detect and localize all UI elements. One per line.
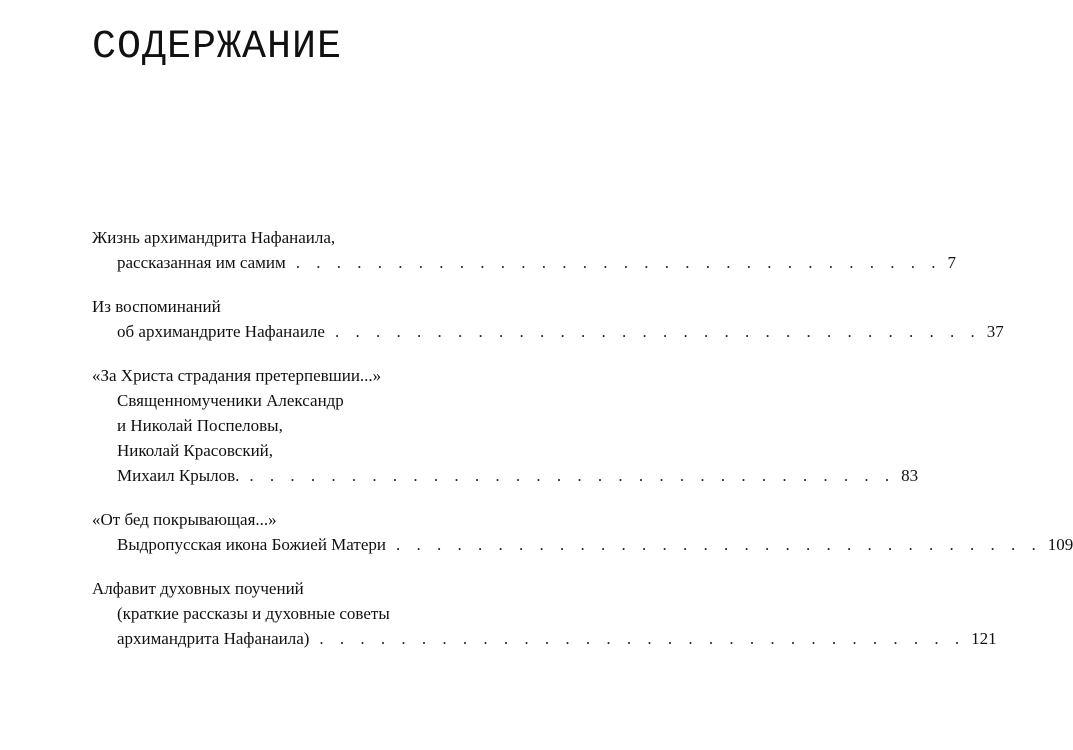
toc-entry: [92, 507, 1073, 557]
toc-entry: [92, 363, 919, 488]
toc-entry-last-line: [92, 250, 957, 275]
toc-entry-title: «За Христа страдания претерпевшии...»: [92, 366, 382, 385]
leader-dots: . . . . . . . . . . . . . . . . . . . . . . . . . . . . . . . .: [295, 253, 942, 272]
toc-entry: [92, 225, 957, 275]
toc-entry: [92, 294, 1004, 344]
leader-dots: . . . . . . . . . . . . . . . . . . . . . . . . . . . . . . . .: [319, 629, 966, 648]
toc-entry-title: Жизнь архимандрита Нафанаила,: [92, 228, 336, 247]
toc-entry-last-line: [92, 532, 1073, 557]
toc-entry: [92, 576, 997, 651]
toc-entry-title: Алфавит духовных поучений: [92, 579, 304, 598]
toc-entry-title: Из воспоминаний: [92, 297, 221, 316]
toc-page-number: 83: [901, 466, 919, 485]
toc-page-number: 109: [1047, 535, 1073, 554]
toc-entry-subtitle: рассказанная им самим: [117, 253, 286, 272]
toc-entry-last-line: [92, 463, 919, 488]
toc-page-number: 37: [986, 322, 1004, 341]
leader-dots: . . . . . . . . . . . . . . . . . . . . . . . . . . . . . . . .: [334, 322, 981, 341]
toc-entry-subtitle: об архимандрите Нафанаиле: [117, 322, 325, 341]
page-title: СОДЕРЖАНИЕ: [92, 25, 343, 70]
toc-entry-title: «От бед покрывающая...»: [92, 510, 277, 529]
toc-entry-subtitle: Михаил Крылов.: [117, 466, 240, 485]
table-of-contents: [92, 225, 1073, 670]
toc-entry-subtitle-line: Николай Красовский,: [117, 441, 274, 460]
toc-entry-subtitle: Выдропусская икона Божией Матери: [117, 535, 386, 554]
toc-entry-subtitle-line: и Николай Поспеловы,: [117, 416, 283, 435]
toc-page-number: 7: [947, 253, 957, 272]
toc-entry-last-line: [92, 626, 997, 651]
toc-entry-last-line: [92, 319, 1004, 344]
leader-dots: . . . . . . . . . . . . . . . . . . . . . . . . . . . . . . . .: [395, 535, 1042, 554]
toc-entry-subtitle-line: (краткие рассказы и духовные советы: [117, 604, 390, 623]
leader-dots: . . . . . . . . . . . . . . . . . . . . . . . . . . . . . . . .: [249, 466, 896, 485]
toc-page-number: 121: [971, 629, 997, 648]
toc-entry-subtitle-line: Священномученики Александр: [117, 391, 344, 410]
toc-entry-subtitle: архимандрита Нафанаила): [117, 629, 310, 648]
